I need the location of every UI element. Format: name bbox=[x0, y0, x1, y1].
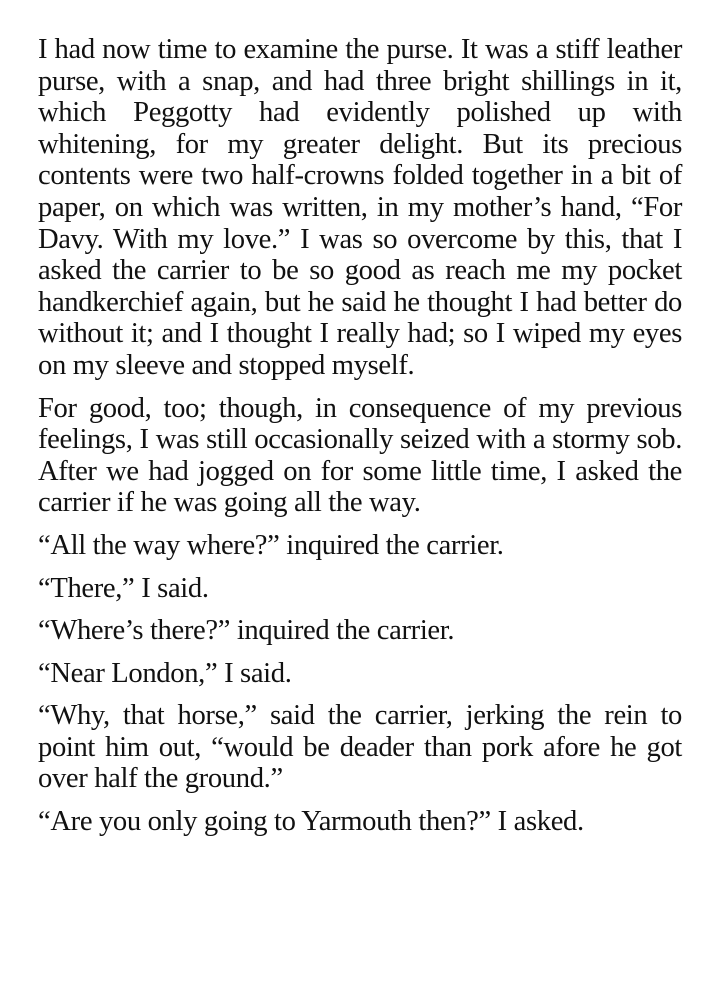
paragraph-that-horse: “Why, that horse,” said the carrier, jerking the rein to point him out, “would be deader than pork afore he got over half the ground.” bbox=[38, 700, 682, 795]
paragraph-near-london: “Near London,” I said. bbox=[38, 657, 292, 689]
paragraph-all-the-way-where: “All the way where?” inquired the carrier. bbox=[38, 529, 504, 561]
paragraph-purse: I had now time to examine the purse. It was a stiff leather purse, with a snap, and had three bright shillings in it, which Peggotty had evidently polished up with whitening, for my greater delight. But its precious contents were two half-crowns folded together in a bit of paper, on which was written, in my mother’s hand, “For Davy. With my love.” I was so overcome by this, that I asked the carrier to be so good as reach me my pocket handkerchief again, but he said he thought I had better do without it; and I thought I really had; so I wiped my eyes on my sleeve and stopped myself. bbox=[38, 34, 682, 381]
paragraph-yarmouth: “Are you only going to Yarmouth then?” I asked. bbox=[38, 806, 584, 838]
paragraph-there: “There,” I said. bbox=[38, 572, 209, 604]
paragraph-stormy-sob: For good, too; though, in consequence of my previous feelings, I was still occasionally seized with a stormy sob. After we had jogged on for some little time, I asked the carrier if he was going all the way. bbox=[38, 392, 682, 519]
paragraph-wheres-there: “Where’s there?” inquired the carrier. bbox=[38, 615, 455, 647]
